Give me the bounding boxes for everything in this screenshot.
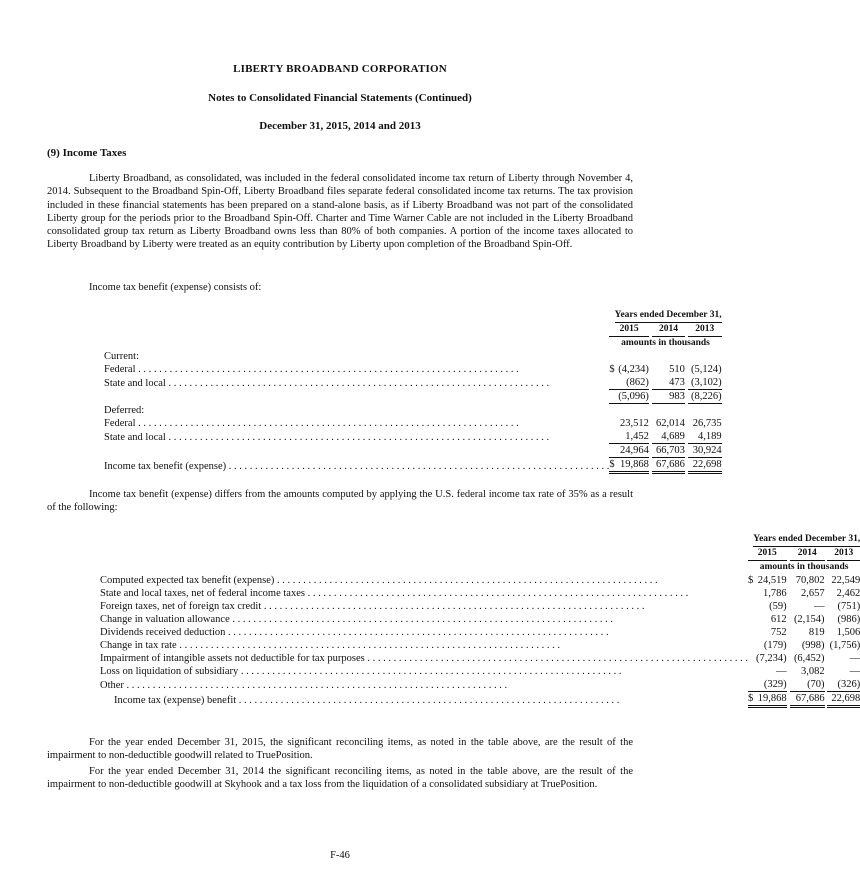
page-number: F-46 [330, 850, 350, 861]
year-2013: 2013 [827, 547, 860, 561]
table-header-units [100, 561, 860, 575]
cell-2015: 24,964 [615, 444, 649, 458]
currency-symbol: $ [609, 458, 614, 473]
table-row [104, 376, 722, 390]
table-header-row [100, 533, 860, 547]
row-label: Federal . . . [104, 418, 519, 429]
table-row [100, 652, 860, 665]
cell-2014: — [814, 601, 825, 612]
cell-2014: (6,452) [793, 653, 825, 664]
cell-2014: 510 [669, 364, 685, 375]
currency-symbol: $ [609, 364, 615, 375]
table-header-years [100, 547, 860, 561]
table-row-total [100, 692, 860, 707]
table-row [100, 639, 860, 652]
table-row [104, 417, 722, 430]
units-label: amounts in thousands [759, 562, 849, 572]
paragraph-rate-reconciliation: Income tax benefit (expense) differs from the amounts computed by applying the U.S. federal income tax rate of 35% as a result of the following: [47, 489, 633, 514]
row-label: Income tax (expense) benefit . . . [114, 695, 619, 706]
table-row [104, 363, 722, 376]
paragraph-2015-items: For the year ended December 31, 2015, the significant reconciling items, as noted in the table above, are the result of the impairment to non-deductible goodwill related to TruePosition. [47, 737, 633, 762]
table-row [104, 430, 722, 444]
table-row-total [104, 458, 722, 473]
cell-2014: 4,689 [652, 430, 685, 444]
cell-2014: 473 [652, 376, 685, 390]
income-tax-components-table [104, 309, 722, 474]
cell-2013: (986) [837, 614, 860, 625]
cell-2015: 23,512 [619, 418, 649, 429]
cell-2015: 19,868 [753, 692, 786, 707]
document-subtitle: Notes to Consolidated Financial Statements (Continued) [208, 92, 472, 104]
row-label: Deferred: [104, 405, 145, 416]
row-label: Impairment of intangible assets not deductible for tax purposes . . . [100, 653, 748, 664]
cell-2014: (70) [790, 678, 825, 692]
document-dates: December 31, 2015, 2014 and 2013 [259, 120, 421, 132]
cell-2013: (1,756) [829, 640, 860, 651]
cell-2014: (2,154) [793, 614, 825, 625]
cell-2015: 752 [770, 627, 787, 638]
cell-2013: 2,462 [836, 588, 860, 599]
cell-2013: 22,698 [827, 692, 860, 707]
section-title: (9) Income Taxes [47, 147, 127, 159]
table-row [104, 404, 722, 418]
table-row [100, 665, 860, 678]
paragraph-2014-items: For the year ended December 31, 2014 the significant reconciling items, as noted in the table above, are the result of the impairment to non-deductible goodwill at Skyhook and a tax loss from the liquidation of a consolidated subsidiary at TruePosition. [47, 766, 633, 791]
cell-2015: (862) [615, 376, 649, 390]
cell-2015: (179) [763, 640, 787, 651]
cell-2014: 67,686 [652, 458, 685, 473]
row-label: Change in tax rate . . . [100, 640, 560, 651]
table-row-subtotal [104, 390, 722, 404]
cell-2013: 26,735 [692, 418, 722, 429]
row-label: Income tax benefit (expense) . . . [104, 461, 609, 472]
table-row [100, 587, 860, 600]
cell-2013: 30,924 [688, 444, 722, 458]
cell-2013: 4,189 [688, 430, 722, 444]
year-2015: 2015 [748, 547, 787, 561]
table-row [100, 678, 860, 692]
cell-2015: (329) [753, 678, 786, 692]
table-row [100, 574, 860, 587]
table-header-years [104, 323, 722, 337]
period-header: Years ended December 31, [753, 533, 860, 547]
cell-2013: (326) [827, 678, 860, 692]
cell-2014: 70,802 [795, 575, 825, 586]
year-2014: 2014 [652, 323, 685, 337]
row-label: State and local . . . [104, 378, 549, 389]
paragraph-tax-filing: Liberty Broadband, as consolidated, was included in the federal consolidated income tax return of Liberty through November 4, 2014. Subsequent to the Broadband Spin-Off, Liberty Broadband files separate federal consolidated income tax returns. The tax provision included in these financial statements has been prepared on a stand-alone basis, as if Liberty Broadband was not part of the consolidated Liberty group for the periods prior to the Broadband Spin-Off. Charter and Time Warner Cable are not included in the Liberty Broadband consolidated group tax return as Liberty Broadband owns less than 80% of both companies. A portion of the income taxes allocated to Liberty Broadband by Liberty were treated as an equity contribution by Liberty upon completion of the Broadband Spin-Off. [47, 173, 633, 251]
table-row [100, 600, 860, 613]
cell-2015: (59) [769, 601, 787, 612]
table-row-subtotal [104, 444, 722, 458]
cell-2015: — [776, 666, 787, 677]
period-header: Years ended December 31, [615, 309, 722, 323]
cell-2013: 1,506 [836, 627, 860, 638]
row-label: State and local taxes, net of federal income taxes . . . [100, 588, 688, 599]
cell-2014: 3,082 [800, 666, 825, 677]
row-label: Dividends received deduction . . . [100, 627, 609, 638]
cell-2015: 1,786 [762, 588, 787, 599]
cell-2015: (4,234) [618, 364, 649, 375]
row-label: Computed expected tax benefit (expense) . . . [100, 575, 658, 586]
cell-2013: (3,102) [688, 376, 722, 390]
row-label: Other . . . [100, 680, 507, 691]
cell-2015: 24,519 [757, 575, 787, 586]
cell-2014: 67,686 [790, 692, 825, 707]
cell-2013: (5,124) [690, 364, 722, 375]
cell-2014: 983 [652, 390, 685, 404]
year-2014: 2014 [790, 547, 825, 561]
cell-2014: 66,703 [652, 444, 685, 458]
cell-2014: 62,014 [656, 418, 685, 429]
cell-2015: (7,234) [755, 653, 787, 664]
table-header-row [104, 309, 722, 323]
cell-2013: (751) [837, 601, 860, 612]
cell-2015: 1,452 [615, 430, 649, 444]
cell-2014: 819 [808, 627, 825, 638]
year-2013: 2013 [688, 323, 722, 337]
row-label: Loss on liquidation of subsidiary . . . [100, 666, 622, 677]
cell-2013: — [849, 653, 860, 664]
year-2015: 2015 [609, 323, 648, 337]
row-label: Change in valuation allowance . . . [100, 614, 613, 625]
row-label: Federal . . . [104, 364, 519, 375]
table-row [100, 626, 860, 639]
row-label: Foreign taxes, net of foreign tax credit . . . [100, 601, 645, 612]
row-label: State and local . . . [104, 432, 549, 443]
company-name: LIBERTY BROADBAND CORPORATION [233, 63, 447, 75]
table-row [100, 613, 860, 626]
cell-2013: 22,698 [688, 458, 722, 473]
cell-2015: (5,096) [615, 390, 649, 404]
units-label: amounts in thousands [621, 338, 710, 348]
cell-2013: (8,226) [688, 390, 722, 404]
cell-2015: 19,868 [615, 458, 649, 473]
table1-intro: Income tax benefit (expense) consists of: [89, 282, 262, 293]
cell-2014: (998) [801, 640, 825, 651]
tax-reconciliation-table [100, 533, 860, 708]
cell-2014: 2,657 [800, 588, 825, 599]
table-row [104, 350, 722, 363]
cell-2015: 612 [770, 614, 787, 625]
currency-symbol: $ [748, 692, 753, 707]
cell-2013: 22,549 [831, 575, 860, 586]
currency-symbol: $ [748, 575, 754, 586]
cell-2013: — [849, 666, 860, 677]
table-header-units [104, 337, 722, 351]
row-label: Current: [104, 351, 139, 362]
